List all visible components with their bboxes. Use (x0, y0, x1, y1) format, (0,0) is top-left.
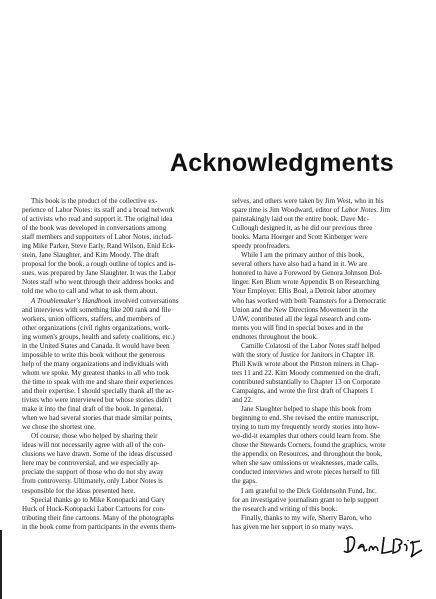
text-line: perience of Labor Notes: its staff and a broad network (22, 206, 175, 215)
text-line: has given me her support in so many ways. (232, 522, 354, 531)
text-line: speedy proofreaders. (232, 242, 291, 251)
text-line: ing women's groups, health and safety coalitions, etc.) (22, 332, 175, 341)
text-line: trying to turn my frequently wordy stories into how- (232, 423, 380, 432)
text-line: tivists who were interviewed but whose stories didn't (22, 396, 172, 405)
text-line: beginning to end. She revised the entire manuscript, (232, 414, 379, 423)
text-line: Finally, thanks to my wife, Sherry Baron, who (241, 513, 372, 522)
text-line: told me who to call and what to ask them about. (22, 287, 158, 296)
text-line: Jane Slaughter helped to shape this book from (241, 405, 372, 414)
text-line: Your Employer. Ellis Boal, a Detroit labor attorney (232, 287, 376, 296)
text-line: we chose the shortest one. (22, 423, 96, 432)
text-line: While I am the primary author of this book, (241, 251, 365, 260)
text-line: sues, was prepared by Jane Slaughter. It was the Labor (22, 269, 177, 278)
text-column-right (232, 197, 420, 532)
text-line: for an investigative journalism grant to help support (232, 495, 379, 504)
text-line: books. Marta Hoerger and Scott Kinberger were (232, 233, 368, 242)
text-line: who has worked with both Teamsters for a Democratic (232, 296, 387, 305)
text-line: clusions we have drawn. Some of the ideas discussed (22, 450, 173, 459)
text-line: spare time is Jim Woodward, editor of Labor Notes. Jim (232, 206, 391, 215)
text-line: Campaigns, and wrote the first draft of Chapters 1 (232, 386, 374, 395)
text-line: and interviews with something like 200 rank and file (22, 305, 171, 314)
text-line: chose the Stewards Corners, found the graphics, wrote (232, 441, 386, 450)
text-line: Special thanks go to Mike Konopacki and Gary (31, 495, 166, 504)
text-line: painstakingly laid out the entire book. Dave Mc- (232, 215, 369, 224)
text-line: whom we spoke. My greatest thanks to all who took (22, 368, 170, 377)
text-line: ing Mike Parker, Steve Early, Rand Wilson, Enid Eck- (22, 242, 176, 251)
text-line: endnotes throughout the book. (232, 332, 318, 341)
text-line: UAW, contributed all the legal research and com- (232, 314, 372, 323)
text-line: and 22. (232, 396, 253, 405)
page-title: Acknowledgments (170, 149, 394, 177)
text-line: several others have also had a hand in it. We are (232, 260, 368, 269)
text-line: Of course, those who helped by sharing their (31, 432, 158, 441)
text-line: the time to speak with me and share their experiences (22, 377, 173, 386)
text-line: staff members and supporters of Labor Notes, includ- (22, 233, 173, 242)
text-line: Phill Kwik wrote about the Pittston miners in Chap- (232, 359, 379, 368)
text-line: other organizations (civil rights organizations, work- (22, 323, 171, 332)
text-line: when we had several stories that made similar points, (22, 414, 173, 423)
text-line: This book is the product of the collective ex- (31, 197, 158, 205)
text-line: and their expertise. I should specially thank all the ac- (22, 386, 175, 395)
text-line: selves, and others were taken by Jim West, who in his (232, 197, 384, 205)
text-line: proposal for the book, a rough outline of topics and is- (22, 260, 176, 269)
text-line: Huck of Huck-Konopacki Labor Cartoons for con- (22, 504, 166, 513)
text-line: in the United States and Canada. It would have been (22, 341, 170, 350)
text-line: the appendix on Resources, and throughout the book, (232, 450, 383, 459)
text-line: linger. Ken Blum wrote Appendix B on Researching (232, 278, 380, 287)
text-line: make it into the final draft of the book. In general, (22, 405, 164, 414)
author-signature (342, 531, 424, 561)
text-line: honored to have a Foreword by Genora Johnson Dol- (232, 269, 383, 278)
text-line: contributed substantially to Chapter 13 on Corporate (232, 377, 381, 386)
text-line: impossible to write this book without the generous (22, 350, 165, 359)
text-line: preciate the support of those who do not shy away (22, 468, 164, 477)
text-line: when she saw omissions or weaknesses, made calls, (232, 459, 379, 468)
text-line: ments you will find in special boxes and in the (232, 323, 364, 332)
text-line: tributing their fine cartoons. Many of the photographs (22, 513, 174, 522)
text-line: in the book come from participants in the events them- (22, 522, 177, 531)
text-line: ideas will not necessarily agree with all of the con- (22, 441, 166, 450)
text-line: of the book was developed in conversations among (22, 224, 167, 233)
text-line: we-did-it examples that others could learn from. She (232, 432, 381, 441)
text-line: from controversy. Ultimately, only Labor Notes is (22, 477, 163, 486)
text-column-left (22, 197, 210, 532)
text-line: Camille Colatosti of the Labor Notes staff helped (241, 341, 381, 350)
text-line: with the story of Justice for Janitors in Chapter 18. (232, 350, 375, 359)
text-line: A Troublemaker's Handbook involved conversations (31, 296, 179, 305)
page-edge-mark (0, 530, 2, 599)
text-line: Cullough designed it, as he did our previous three (232, 224, 373, 233)
text-line: Notes staff who went through their address books and (22, 278, 174, 287)
text-line: help of the many organizations and individuals with (22, 359, 169, 368)
text-line: the research and writing of this book. (232, 504, 338, 513)
text-line: here may be controversial, and we especially ap- (22, 459, 160, 468)
text-line: I am grateful to the Dick Goldensohn Fund, Inc. (241, 486, 377, 495)
text-line: of activists who read and support it. The original idea (22, 215, 173, 224)
text-line: the gaps. (232, 477, 258, 486)
text-line: stein, Jane Slaughter, and Kim Moody. The draft (22, 251, 159, 260)
text-line: responsible for the ideas presented here. (22, 486, 136, 495)
text-line: workers, union officers, staffers, and members of (22, 314, 161, 323)
text-line: ters 11 and 22. Kim Moody commented on the draft, (232, 368, 381, 377)
text-line: Union and the New Directions Movement in the (232, 305, 369, 314)
text-line: conducted interviews and wrote pieces herself to fill (232, 468, 380, 477)
